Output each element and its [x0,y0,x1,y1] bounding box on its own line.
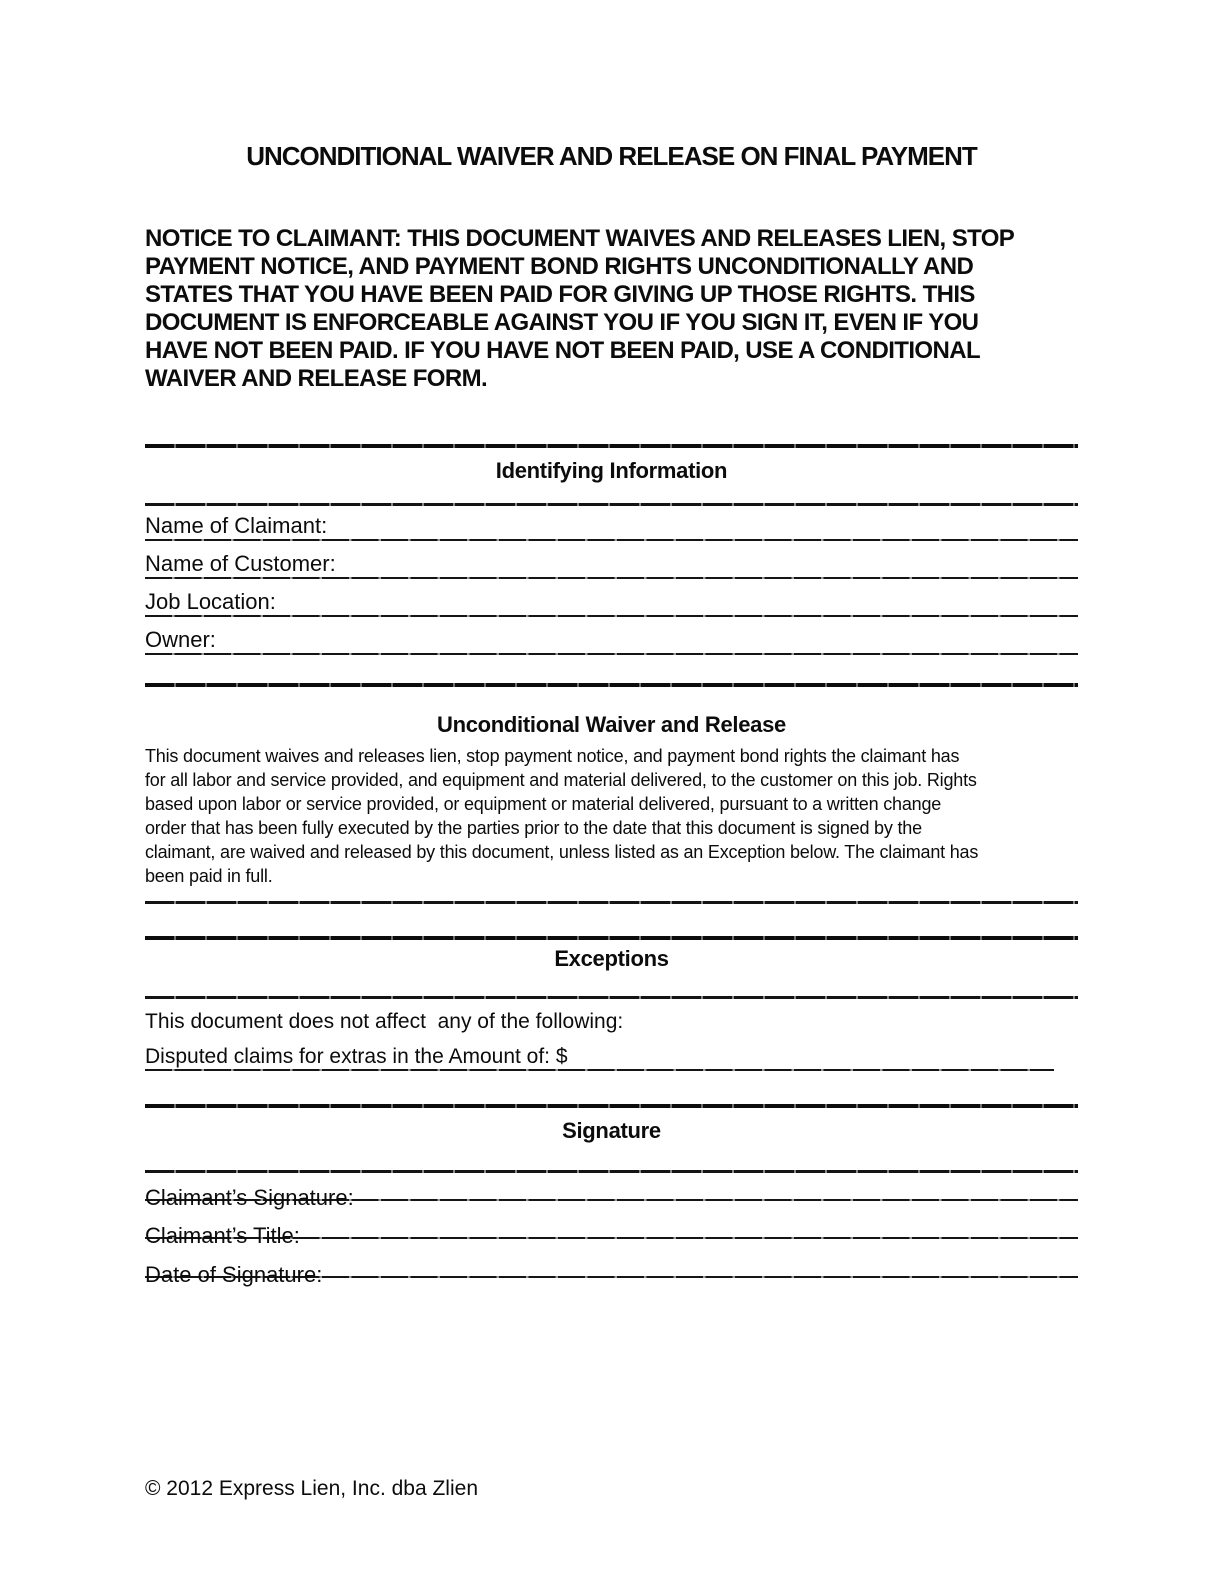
claimant-title-label: Claimant’s Title: [145,1223,300,1248]
section-rule-top [145,444,1078,448]
field-row-owner [145,624,1078,662]
section-rule-sub [145,1170,1078,1173]
disputed-claims-amount-blank[interactable] [145,1069,1054,1071]
section-rule-top [145,683,1078,687]
section-rule-close [145,901,1078,904]
notice-line: NOTICE TO CLAIMANT: THIS DOCUMENT WAIVES AND RELEASES LIEN, STOP [145,225,1015,252]
field-row-name-of-claimant [145,510,1078,548]
waiver-paragraph-line: order that has been fully executed by the parties prior to the date that this document is signed by the [145,818,922,838]
section-rule-sub [145,996,1078,999]
date-of-signature-label: Date of Signature: [145,1262,323,1287]
waiver-paragraph-line: based upon labor or service provided, or equipment or material delivered, pursuant to a written change [145,794,942,814]
field-row-job-location [145,586,1078,624]
field-row-claimant-title [145,1220,1078,1258]
waiver-paragraph-line: for all labor and service provided, and equipment and material delivered, to the customer on this job. Rights [145,770,977,790]
field-row-name-of-customer [145,548,1078,586]
notice-line: DOCUMENT IS ENFORCEABLE AGAINST YOU IF YOU SIGN IT, EVEN IF YOU [145,309,979,336]
job-location-blank[interactable] [145,615,1078,617]
owner-label: Owner: [145,627,216,652]
name-of-customer-label: Name of Customer: [145,551,336,576]
notice-line: STATES THAT YOU HAVE BEEN PAID FOR GIVING UP THOSE RIGHTS. THIS [145,281,975,308]
job-location-label: Job Location: [145,589,276,614]
section-rule-top [145,936,1078,940]
signature-heading: Signature [562,1118,661,1143]
field-row-disputed-claims [145,1042,1078,1080]
field-row-date-of-signature [145,1259,1078,1297]
form-title: UNCONDITIONAL WAIVER AND RELEASE ON FINAL PAYMENT [246,141,977,171]
section-rule-top [145,1104,1078,1108]
section-rule-sub [145,503,1078,506]
exceptions-intro: This document does not affect any of the following: [145,1010,624,1033]
waiver-paragraph-line: been paid in full. [145,866,273,886]
notice-line: HAVE NOT BEEN PAID. IF YOU HAVE NOT BEEN PAID, USE A CONDITIONAL [145,337,980,364]
copyright-notice: © 2012 Express Lien, Inc. dba Zlien [145,1477,478,1500]
name-of-customer-blank[interactable] [145,577,1078,579]
owner-blank[interactable] [145,653,1078,655]
disputed-claims-label: Disputed claims for extras in the Amount of: $ [145,1045,568,1068]
waiver-release-heading: Unconditional Waiver and Release [436,712,786,737]
waiver-paragraph-line: This document waives and releases lien, stop payment notice, and payment bond rights the claimant has [145,746,960,766]
name-of-claimant-blank[interactable] [145,539,1078,541]
notice-line: PAYMENT NOTICE, AND PAYMENT BOND RIGHTS UNCONDITIONALLY AND [145,253,974,280]
exceptions-heading: Exceptions [554,946,669,971]
notice-to-claimant [145,225,1081,393]
identifying-information-heading: Identifying Information [495,458,728,483]
waiver-release-paragraph [145,744,1081,888]
name-of-claimant-label: Name of Claimant: [145,513,328,538]
waiver-paragraph-line: claimant, are waived and released by this document, unless listed as an Exception below. The claimant has [145,842,979,862]
field-row-claimant-signature [145,1182,1078,1220]
notice-line: WAIVER AND RELEASE FORM. [145,365,488,392]
claimant-signature-label: Claimant’s Signature: [145,1185,354,1210]
